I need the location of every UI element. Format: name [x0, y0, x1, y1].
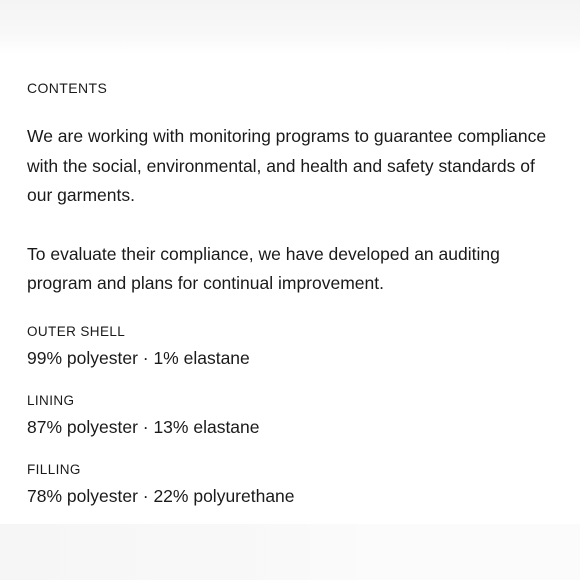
material-composition: 99% polyester · 1% elastane — [27, 347, 250, 368]
material-group-lining — [27, 392, 557, 440]
material-group-outer-shell — [27, 323, 557, 371]
contents-paragraph: We are working with monitoring programs to guarantee compliance with the social, environmental, and health and safety standards of our garments. — [27, 126, 547, 205]
material-group-filling — [27, 461, 557, 509]
material-label: LINING — [27, 392, 75, 408]
material-composition: 78% polyester · 22% polyurethane — [27, 485, 295, 506]
material-label: FILLING — [27, 461, 81, 477]
contents-paragraph: To evaluate their compliance, we have developed an auditing program and plans for continual improvement. — [27, 243, 500, 293]
contents-title: CONTENTS — [27, 80, 108, 96]
contents-section — [27, 79, 557, 509]
material-composition: 87% polyester · 13% elastane — [27, 416, 260, 437]
bottom-shade — [0, 524, 580, 580]
top-shade — [0, 0, 580, 54]
material-label: OUTER SHELL — [27, 323, 126, 339]
bottom-shade-gradient — [0, 524, 370, 580]
